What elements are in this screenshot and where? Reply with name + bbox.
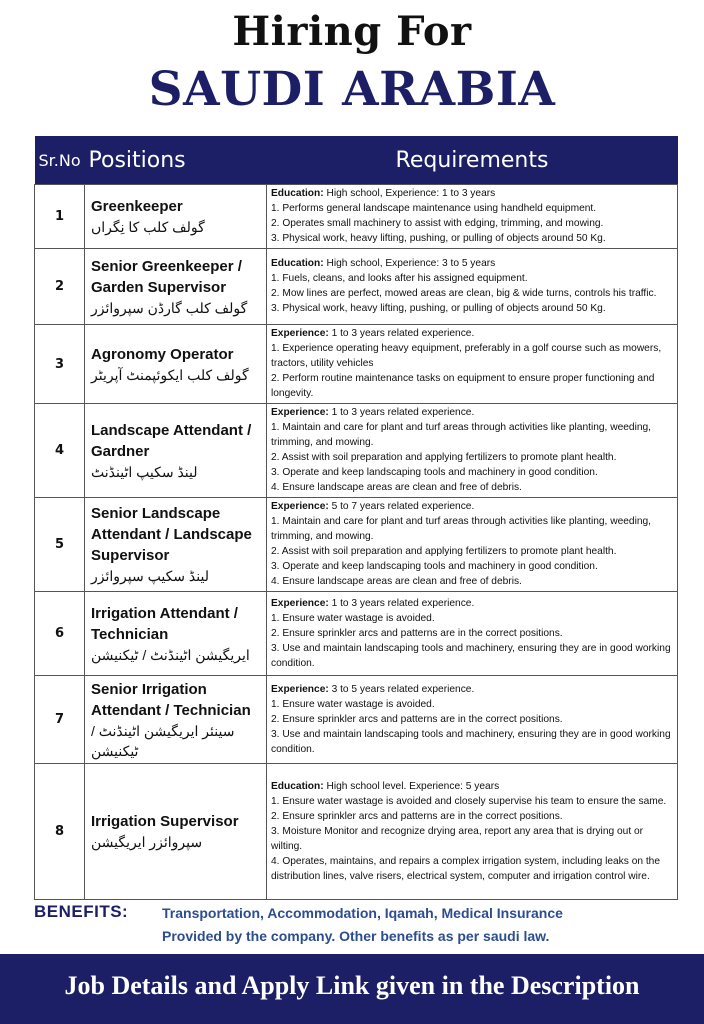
footer-banner: Job Details and Apply Link given in the Description [0,954,704,1024]
requirement-line: 1. Ensure water wastage is avoided. [271,612,435,624]
requirement-summary: High school, Experience: 3 to 5 years [323,258,496,269]
requirement-line: 1. Maintain and care for plant and turf areas through activities like planting, weeding, trimming, and mowing. [271,516,651,542]
requirement-line: 2. Assist with soil preparation and applying fertilizers to promote plant health. [271,452,617,463]
positions-table [34,136,678,900]
requirements-cell [267,404,678,498]
row-number: 2 [35,249,85,325]
column-header-sr: Sr.No [35,136,85,185]
table-header-row [35,136,678,185]
page-title-line1: Hiring For [232,8,472,55]
table-row [35,404,678,498]
position-cell [85,325,267,404]
benefits-line2: Provided by the company. Other benefits as per saudi law. [162,928,550,944]
position-title: Irrigation Supervisor [91,813,239,830]
requirement-heading [271,779,673,794]
requirement-line: 1. Experience operating heavy equipment, preferably in a golf course such as mowers, tractors, utility vehicles [271,343,662,369]
position-title: Irrigation Attendant / Technician [91,604,238,643]
position-title: Agronomy Operator [91,345,234,363]
table-row [35,592,678,676]
row-number: 6 [35,592,85,676]
requirement-summary: High school, Experience: 1 to 3 years [323,188,496,199]
requirement-line: 2. Ensure sprinkler arcs and patterns are in the correct positions. [271,810,563,822]
requirement-label: Experience: [271,683,329,695]
requirements-cell [267,676,678,764]
requirement-line: 3. Moisture Monitor and recognize drying area, report any area that is drying out or wilting. [271,825,644,852]
position-title-urdu: گولف کلب گارڈن سپروائزر [91,299,248,316]
requirement-label: Education: [271,258,324,269]
requirement-line: 1. Ensure water wastage is avoided. [271,698,435,710]
requirement-line: 2. Assist with soil preparation and applying fertilizers to promote plant health. [271,546,617,557]
position-cell [85,676,267,764]
requirements-cell [267,592,678,676]
position-cell [85,592,267,676]
requirement-line: 1. Fuels, cleans, and looks after his assigned equipment. [271,273,528,284]
requirement-line: 1. Performs general landscape maintenance using handheld equipment. [271,203,597,214]
requirement-heading [271,405,673,420]
requirement-label: Experience: [271,597,329,609]
requirement-line: 2. Operates small machinery to assist with edging, trimming, and mowing. [271,218,604,229]
requirement-label: Education: [271,780,324,792]
requirement-summary: 1 to 3 years related experience. [328,597,475,609]
requirement-line: 3. Physical work, heavy lifting, pushing, or pulling of objects around 50 Kg. [271,303,606,314]
requirements-cell [267,249,678,325]
requirement-line: 2. Ensure sprinkler arcs and patterns are in the correct positions. [271,713,563,725]
requirement-line: 3. Use and maintain landscaping tools and machinery, ensuring they are in good working condition. [271,642,671,669]
position-cell [85,498,267,592]
requirement-heading [271,186,673,201]
table-row [35,676,678,764]
requirements-cell [267,498,678,592]
requirement-line: 1. Maintain and care for plant and turf areas through activities like planting, weeding, trimming, and mowing. [271,422,651,448]
row-number: 1 [35,185,85,249]
position-title: Senior Irrigation Attendant / Technician [91,680,251,719]
requirement-line: 3. Physical work, heavy lifting, pushing, or pulling of objects around 50 Kg. [271,233,606,244]
requirement-label: Education: [271,188,324,199]
position-cell [85,185,267,249]
position-cell [85,249,267,325]
row-number: 3 [35,325,85,404]
row-number: 5 [35,498,85,592]
requirements-cell [267,764,678,900]
position-title-urdu: سپروائزر ایریگیشن [91,834,203,850]
table-row [35,498,678,592]
requirement-line: 2. Ensure sprinkler arcs and patterns are in the correct positions. [271,627,563,639]
requirement-summary: High school level. Experience: 5 years [323,780,500,792]
requirement-summary: 1 to 3 years related experience. [328,328,475,339]
column-header-positions: Positions [85,136,267,185]
requirement-heading [271,256,673,271]
position-title-urdu: گولف کلب ایکوئپمنٹ آپریٹر [91,366,249,383]
requirement-line: 3. Operate and keep landscaping tools and machinery in good condition. [271,561,598,572]
table-body [35,185,678,900]
position-title: Landscape Attendant / Gardner [91,421,252,460]
benefits-text [162,902,672,948]
position-title-urdu: گولف کلب کا نِگراں [91,219,205,235]
row-number: 8 [35,764,85,900]
requirement-line: 3. Operate and keep landscaping tools and machinery in good condition. [271,467,598,478]
position-title-urdu: لینڈ سکیپ سپروائزر [91,568,209,584]
benefits-label: BENEFITS: [34,902,129,921]
requirement-summary: 5 to 7 years related experience. [328,501,475,512]
requirement-heading [271,682,673,697]
requirement-line: 4. Ensure landscape areas are clean and free of debris. [271,576,522,587]
row-number: 7 [35,676,85,764]
requirement-line: 2. Mow lines are perfect, mowed areas are clean, big & wide turns, controls his traffic. [271,288,657,299]
requirement-line: 2. Perform routine maintenance tasks on equipment to ensure proper functioning and longevity. [271,373,655,399]
requirement-line: 4. Operates, maintains, and repairs a complex irrigation system, including leaks on the distribution lines, valve risers, electrical system, computer and irrigation control wire. [271,855,661,882]
requirements-cell [267,185,678,249]
requirement-label: Experience: [271,328,329,339]
position-title-urdu: سینئر ایریگیشن اٹینڈنٹ / ٹیکنیشن [91,722,235,759]
table-row [35,325,678,404]
position-title: Senior Landscape Attendant / Landscape Supervisor [91,505,252,564]
requirements-cell [267,325,678,404]
position-title: Greenkeeper [91,198,183,215]
table-row [35,764,678,900]
table-row [35,249,678,325]
position-title: Senior Greenkeeper / Garden Supervisor [91,257,242,296]
requirement-summary: 1 to 3 years related experience. [328,407,475,418]
position-title-urdu: ایریگیشن اٹینڈنٹ / ٹیکنیشن [91,646,250,663]
page-title-line2: SAUDI ARABIA [148,62,556,117]
requirement-heading [271,326,673,341]
requirement-heading [271,499,673,514]
requirement-summary: 3 to 5 years related experience. [328,683,475,695]
requirement-line: 1. Ensure water wastage is avoided and closely supervise his team to ensure the same. [271,795,667,807]
requirement-line: 3. Use and maintain landscaping tools and machinery, ensuring they are in good working condition. [271,728,671,755]
position-cell [85,764,267,900]
row-number: 4 [35,404,85,498]
column-header-requirements: Requirements [267,136,678,185]
requirement-heading [271,596,673,611]
position-cell [85,404,267,498]
benefits-line1: Transportation, Accommodation, Iqamah, Medical Insurance [162,905,563,921]
table-row [35,185,678,249]
requirement-label: Experience: [271,407,329,418]
requirement-label: Experience: [271,501,329,512]
requirement-line: 4. Ensure landscape areas are clean and free of debris. [271,482,522,493]
position-title-urdu: لینڈ سکیپ اٹینڈنٹ [91,463,198,480]
